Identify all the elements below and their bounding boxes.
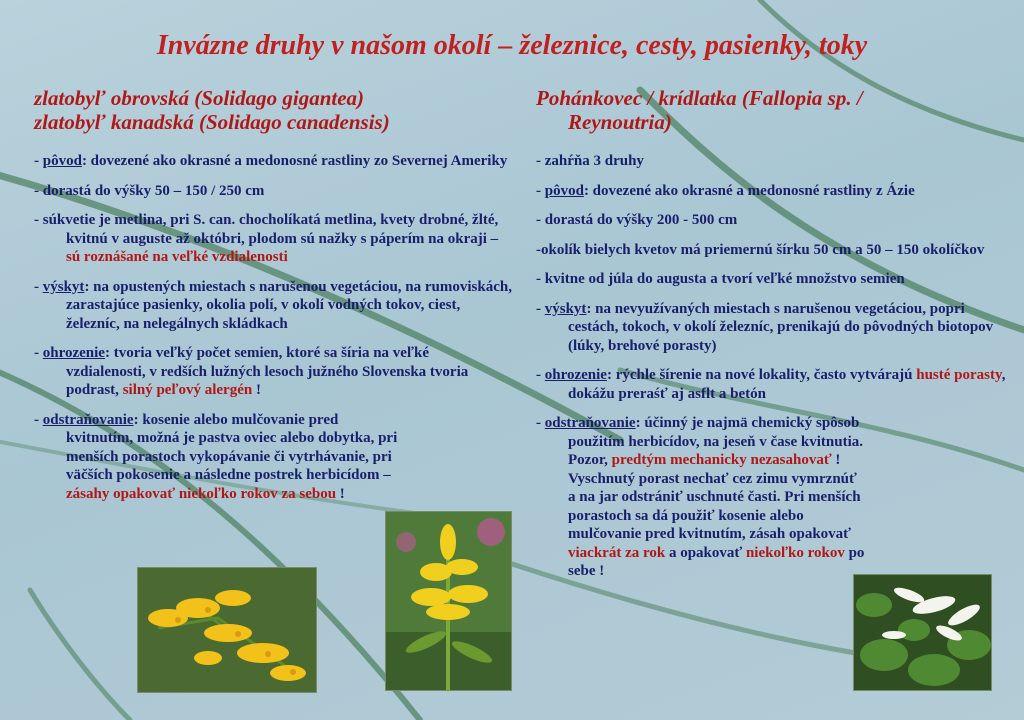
keyword-label: pôvod (42, 153, 82, 169)
highlight-text: predtým mechanicky nezasahovať (611, 452, 832, 468)
highlight-text: husté porasty (916, 367, 1002, 383)
right-item-occurrence: - výskyt: na nevyužívaných miestach s narušenou vegetáciou, popri cestách, tokoch, v okolí železníc, prenikajú do pôvodných biotopov (lúky, brehové porasty) (536, 300, 994, 354)
keyword-label: výskyt (42, 278, 85, 295)
right-heading-line: Pohánkovec / krídlatka (Fallopia sp. / (536, 86, 863, 110)
right-item-umbel: -okolík bielych kvetov má priemernú šírku 50 cm a 50 – 150 okolíčkov (536, 241, 985, 258)
right-item-removal: - odstraňovanie: účinný je najmä chemický spôsob použitím herbicídov, na jeseň v čase kvitnutia. Pozor, predtým mechanicky nezasahovať ! Vyschnutý porast nechať cez zimu vymrznúť a na jar odstrániť uschnuté časti. Pri menších porastoch sa dá použiť kosenie alebo mulčovanie pred kvitnutím, zásah opakovať viackrát za rok a opakovať niekoľko rokov po sebe ! (536, 415, 865, 579)
right-heading (536, 86, 1006, 134)
left-heading (34, 86, 512, 134)
right-item-species: - zahŕňa 3 druhy (536, 153, 644, 169)
keyword-label: pôvod (544, 182, 584, 199)
highlight-text: viackrát za rok (568, 544, 666, 561)
left-item-origin: - pôvod: dovezené ako okrasné a medonosné rastliny zo Severnej Ameriky (34, 153, 508, 169)
right-column-fallopia (536, 86, 1006, 592)
right-item-threat: - ohrozenie: rýchle šírenie na nové lokality, často vytvárajú husté porasty, dokážu preraśť aj asflt a betón (536, 367, 1006, 402)
left-item-removal: - odstraňovanie: kosenie alebo mulčovanie pred kvitnutím, možná je pastva oviec alebo dobytka, pri menších porastoch vykopávanie či vytrhávanie, pri väčších pokosenie a následne postrek herbicídom – zásahy opakovať niekoľko rokov za sebou ! (34, 411, 398, 502)
goldenrod-photo (137, 567, 317, 693)
left-item-threat: - ohrozenie: tvoria veľký počet semien, ktoré sa šíria na veľké vzdialenosti, v redších lužných lesoch južného Slovenska tvoria podrast, silný peľový alergén ! (34, 345, 469, 398)
left-item-height: - dorastá do výšky 50 – 150 / 250 cm (34, 182, 265, 199)
left-heading-line: zlatobyľ kanadská (Solidago canadensis) (34, 110, 390, 134)
highlight-text: zásahy opakovať niekoľko rokov za sebou (66, 485, 337, 502)
left-column-solidago (34, 86, 512, 514)
right-item-flowering: - kvitne od júla do augusta a tvorí veľké množstvo semien (536, 271, 905, 287)
highlight-text: sú roznášané na veľké vzdialenosti (66, 249, 288, 265)
right-item-origin: - pôvod: dovezené ako okrasné a medonosné rastliny z Ázie (536, 182, 915, 199)
keyword-label: odstraňovanie (42, 411, 134, 428)
highlight-text: niekoľko rokov (745, 544, 845, 561)
keyword-label: ohrozenie (544, 367, 607, 383)
knotweed-photo (853, 574, 992, 691)
highlight-text: silný peľový alergén (122, 382, 253, 398)
right-item-height: - dorastá do výšky 200 - 500 cm (536, 212, 738, 228)
left-item-occurrence: - výskyt: na opustených miestach s narušenou vegetáciou, na rumoviskách, zarastajúce pasienky, okolia polí, v okolí vodných tokov, ciest, železníc, na nelegálnych skládkach (34, 278, 512, 332)
keyword-label: odstraňovanie (544, 415, 636, 431)
goldenrod-stem-photo (385, 511, 512, 691)
left-heading-line: zlatobyľ obrovská (Solidago gigantea) (34, 86, 365, 110)
keyword-label: ohrozenie (42, 345, 105, 361)
keyword-label: výskyt (544, 300, 587, 317)
right-heading-line: Reynoutria) (568, 110, 672, 134)
page-title: Invázne druhy v našom okolí – železnice, cesty, pasienky, toky (156, 30, 868, 61)
left-item-inflorescence: - súkvetie je metlina, pri S. can. chocholíkatá metlina, kvety drobné, žlté, kvitnú v auguste až októbri, plodom sú nažky s páperím na okraji – sú roznášané na veľké vzdialenosti (34, 212, 499, 265)
